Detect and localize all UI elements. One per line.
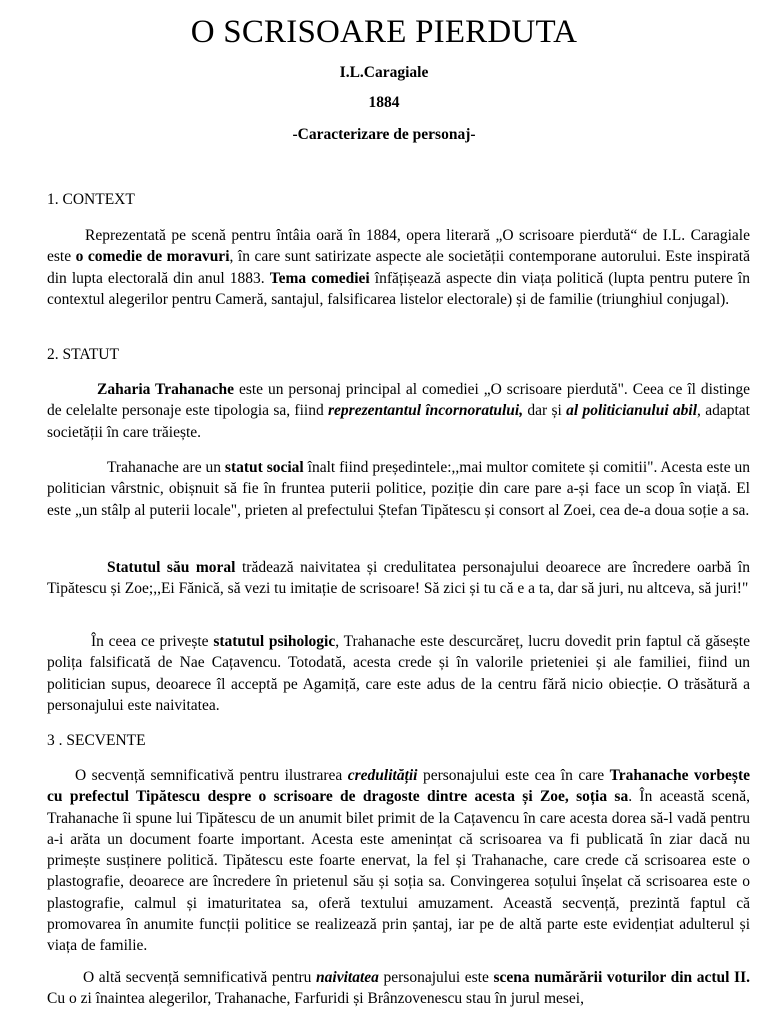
bold-span: Tema comediei bbox=[269, 269, 370, 287]
bold-italic-span: al politicianului abil bbox=[566, 402, 698, 420]
author-name: I.L.Caragiale bbox=[339, 64, 429, 81]
bold-span: statutul psihologic bbox=[213, 633, 336, 650]
section-heading-statut: 2. STATUT bbox=[47, 346, 119, 363]
paragraph-statut-moral bbox=[47, 557, 750, 600]
text-span: Cu o zi înaintea alegerilor, Trahanache, Farfuridi și Brânzovenescu stau în jurul mesei, bbox=[47, 990, 584, 1008]
text-span: Trahanache are un bbox=[107, 459, 225, 476]
text-span: , Trahanache este descurcăreț, lucru dovedit prin faptul că găsește polița falsificată de Nae Cațavencu. Totodată, acesta crede și în valorile prieteniei și ale familiei, fiind un politician supus, deoarece îl acceptă pe Agamiță, care este adus de la centru fără nicio obiecție. O trăsătură a personajului este naivitatea. bbox=[47, 633, 750, 714]
text-span: înfățișează aspecte din viața politică (lupta pentru putere în contextul alegerilor pentru Cameră, santajul, falsificarea listelor electorale) și de familie (triunghiul conjugal). bbox=[47, 269, 750, 308]
text-span: trădează naivitatea și credulitatea personajului deoarece are încredere oarbă în Tipătescu și Zoe;,,Ei Fănică, să vezi tu imitație de scrisoare! Să zici și tu că e a ta, dar să juri, nu altceva, să juri!" bbox=[47, 559, 750, 598]
text-span: personajului este bbox=[378, 969, 494, 986]
document-subtitle: -Caracterizare de personaj- bbox=[292, 126, 476, 143]
bold-italic-span: reprezentantul încornoratului, bbox=[328, 402, 524, 420]
text-span: , în care sunt satirizate aspecte ale societății contemporane autorului. Este inspirată din lupta electorală din anul 1883. bbox=[47, 248, 750, 287]
bold-span: Statutul său moral bbox=[107, 559, 236, 576]
text-span: În ceea ce privește bbox=[91, 633, 214, 650]
text-span: dar și bbox=[523, 402, 567, 420]
section-heading-secvente: 3 . SECVENTE bbox=[47, 732, 146, 749]
bold-italic-span: credulității bbox=[347, 767, 418, 784]
text-span: înalt fiind președintele:,,mai multor comitete și comitii". Acesta este un politician vârstnic, obișnuit să fie în fruntea puterii politice, poziție din care pare a-și face un scop în viață. El este „un stâlp al puterii locale", prieten al prefectului Ștefan Tipătescu și consort al Zoei, cea de-a doua soție a sa. bbox=[47, 459, 750, 519]
bold-italic-span: naivitatea bbox=[316, 969, 379, 986]
text-span: . În această scenă, Trahanache îi spune lui Tipătescu de un anumit bilet primit de la Cațavencu în care acesta dorea să-l vadă pentru a-i arăta un document foarte important. Acesta este amenințat că scrisoarea va fi publicată în ziar dacă nu primește susținere politică. Tipătescu este foarte enervat, la fel și Trahanache, care crede că scrisoarea este o plastografie, deoarece are încredere în prietenul său și soția sa. Convingerea soțului înșelat că scrisoarea este o plastografie, calmul și imaturitatea sa, oferă textului amuzament. Această secvență, prezintă faptul că promovarea în anumite funcții politice se realizează prin șantaj, iar pe de altă parte este evidențiat adulterul și viața de familie. bbox=[47, 788, 750, 955]
text-span: personajului este cea în care bbox=[417, 767, 610, 784]
text-span: Reprezentată pe scenă pentru întâia oară în 1884, opera literară „O scrisoare pierdută“ de I.L. Caragiale este bbox=[47, 227, 750, 266]
bold-span: statut social bbox=[224, 459, 304, 476]
document-title: O SCRISOARE PIERDUTA bbox=[190, 14, 578, 50]
text-span: , adaptat societății în care trăiește. bbox=[47, 402, 750, 441]
text-span: este un personaj principal al comediei „O scrisoare pierdută". Ceea ce îl distinge de celelalte personaje este tipologia sa, fiind bbox=[47, 381, 750, 420]
paragraph-statut-social bbox=[47, 457, 750, 521]
bold-span: Trahanache vorbește cu prefectul Tipătescu despre o scrisoare de dragoste dintre acesta și Zoe, soția sa bbox=[47, 767, 750, 806]
section-heading-context: 1. CONTEXT bbox=[47, 191, 135, 208]
publication-year: 1884 bbox=[368, 94, 400, 111]
paragraph-secventa-1 bbox=[47, 765, 750, 957]
text-span: O altă secvență semnificativă pentru bbox=[83, 969, 317, 986]
paragraph-statut-intro bbox=[47, 379, 750, 443]
text-span: O secvență semnificativă pentru ilustrarea bbox=[75, 767, 348, 784]
paragraph-statut-psihologic bbox=[47, 631, 750, 716]
bold-span: Zaharia Trahanache bbox=[97, 381, 234, 398]
paragraph-context bbox=[47, 225, 750, 310]
paragraph-secventa-2 bbox=[47, 967, 750, 1010]
bold-span: o comedie de moravuri bbox=[75, 248, 230, 266]
bold-span: scena numărării voturilor din actul II. bbox=[493, 969, 750, 986]
